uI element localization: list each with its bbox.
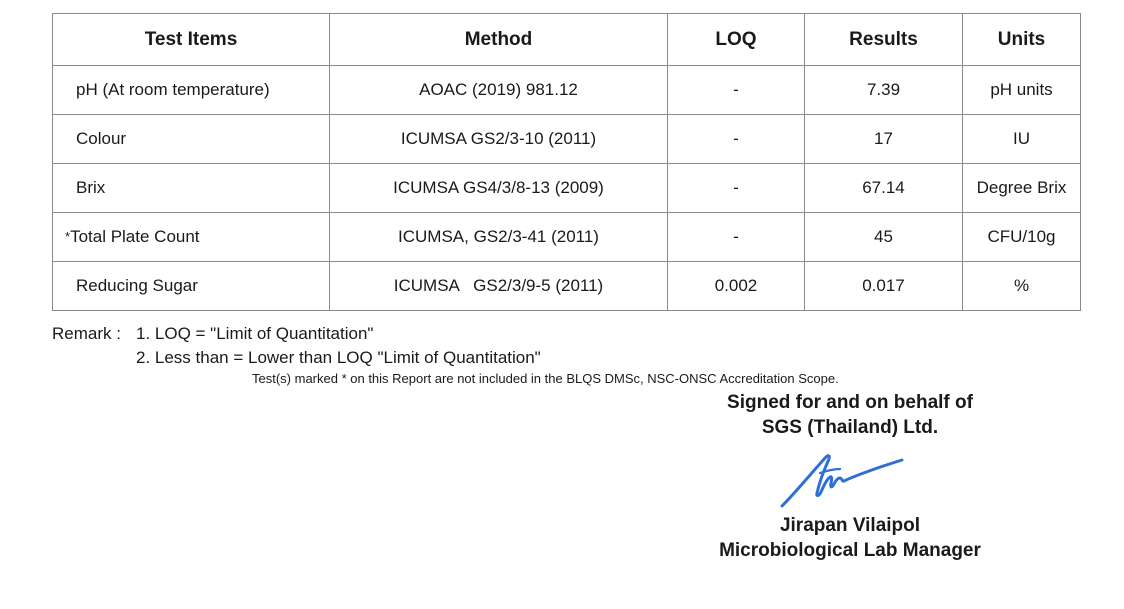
test-item-cell — [53, 213, 330, 262]
test-item-cell: pH (At room temperature) — [53, 66, 330, 115]
table-row — [53, 66, 1081, 115]
method-cell: AOAC (2019) 981.12 — [330, 66, 668, 115]
loq-cell: - — [668, 164, 805, 213]
test-item-cell: Brix — [53, 164, 330, 213]
unit-cell: CFU/10g — [963, 213, 1081, 262]
remark-row-2 — [52, 346, 541, 370]
result-cell: 17 — [805, 115, 963, 164]
remark-label: Remark : — [52, 324, 121, 343]
header-row — [53, 14, 1081, 66]
signer-name: Jirapan Vilaipol — [779, 515, 921, 536]
signer-title: Microbiological Lab Manager — [719, 540, 981, 561]
method-cell: ICUMSA GS4/3/8-13 (2009) — [330, 164, 668, 213]
header-units: Units — [963, 14, 1081, 66]
signoff-block — [690, 390, 1010, 440]
results-table — [52, 13, 1081, 311]
table-row — [53, 164, 1081, 213]
header-results: Results — [805, 14, 963, 66]
unit-cell: % — [963, 262, 1081, 311]
remark-block — [52, 322, 541, 370]
unit-cell: pH units — [963, 66, 1081, 115]
header-test-items: Test Items — [53, 14, 330, 66]
loq-cell: - — [668, 213, 805, 262]
test-item-cell: Reducing Sugar — [53, 262, 330, 311]
header-loq: LOQ — [668, 14, 805, 66]
method-cell: ICUMSA, GS2/3-41 (2011) — [330, 213, 668, 262]
remark-line-1: 1. LOQ = "Limit of Quantitation" — [136, 324, 374, 343]
result-cell: 67.14 — [805, 164, 963, 213]
remark-spacer — [52, 346, 136, 370]
result-cell: 45 — [805, 213, 963, 262]
test-item-cell: Colour — [53, 115, 330, 164]
remark-line-2: 2. Less than = Lower than LOQ "Limit of Quantitation" — [136, 348, 541, 367]
signoff-line-2: SGS (Thailand) Ltd. — [761, 417, 939, 438]
table-row — [53, 115, 1081, 164]
loq-cell: 0.002 — [668, 262, 805, 311]
signoff-line-1: Signed for and on behalf of — [727, 392, 973, 413]
unit-cell: Degree Brix — [963, 164, 1081, 213]
result-cell: 0.017 — [805, 262, 963, 311]
test-item-label: Total Plate Count — [70, 227, 200, 246]
loq-cell: - — [668, 115, 805, 164]
accreditation-scope-note: Test(s) marked * on this Report are not included in the BLQS DMSc, NSC-ONSC Accreditation Scope. — [252, 371, 839, 386]
result-cell: 7.39 — [805, 66, 963, 115]
loq-cell: - — [668, 66, 805, 115]
handwritten-signature — [770, 448, 910, 512]
table-row — [53, 213, 1081, 262]
method-cell: ICUMSA GS2/3-10 (2011) — [330, 115, 668, 164]
table-row — [53, 262, 1081, 311]
signer-block — [690, 513, 1010, 563]
unit-cell: IU — [963, 115, 1081, 164]
accreditation-star: * — [65, 229, 71, 244]
method-cell: ICUMSA GS2/3/9-5 (2011) — [330, 262, 668, 311]
header-method: Method — [330, 14, 668, 66]
remark-row-1 — [52, 322, 541, 346]
